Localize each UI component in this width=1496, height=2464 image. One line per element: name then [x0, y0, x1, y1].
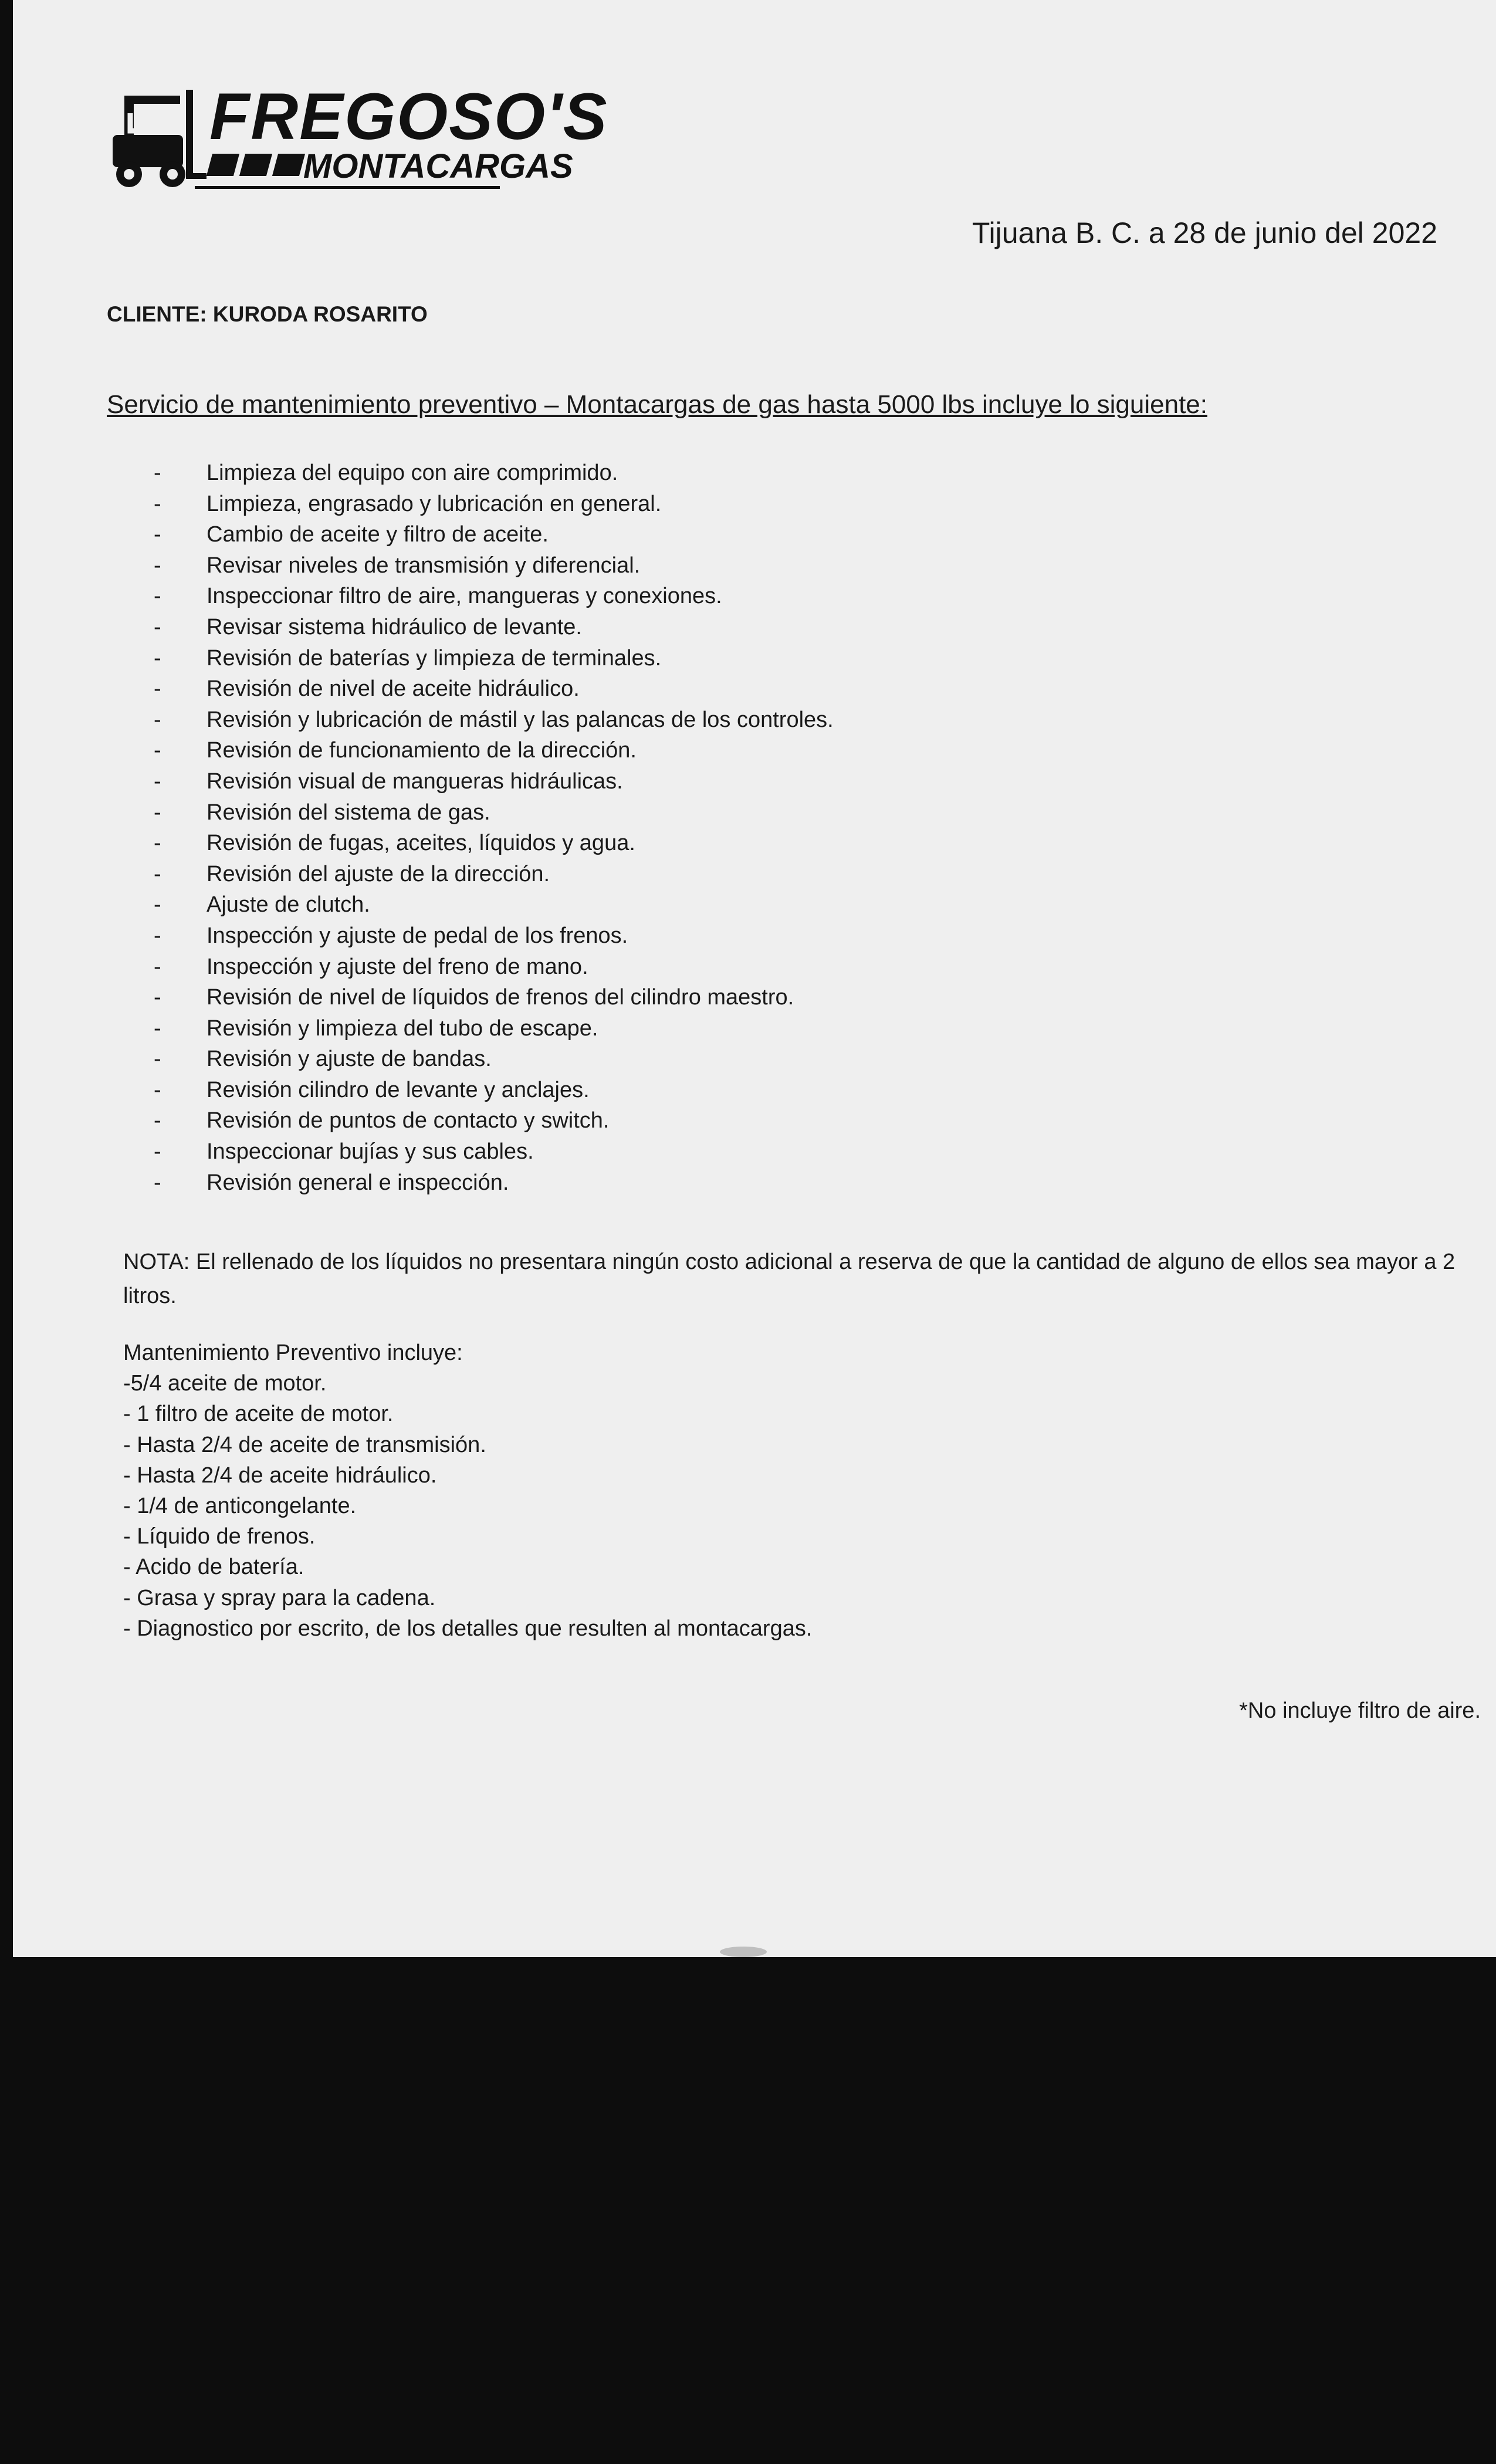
included-list: [123, 1338, 812, 1644]
list-item: - Revisión general e inspección.: [154, 1170, 509, 1195]
list-item: - Revisión de fugas, aceites, líquidos y agua.: [154, 831, 635, 856]
list-item: - 1 filtro de aceite de motor.: [123, 1402, 394, 1427]
client-line: CLIENTE: KURODA ROSARITO: [107, 302, 428, 326]
company-logo: [107, 79, 608, 197]
list-item: - Revisión de nivel de líquidos de frenos del cilindro maestro.: [154, 985, 794, 1010]
logo-bars: [209, 154, 308, 179]
service-list: [154, 458, 834, 1198]
list-item: - Grasa y spray para la cadena.: [123, 1585, 436, 1610]
list-item: - 1/4 de anticongelante.: [123, 1493, 357, 1518]
place-date: Tijuana B. C. a 28 de junio del 2022: [972, 216, 1437, 249]
scanned-page: [13, 0, 1496, 1957]
list-item: - Revisión del sistema de gas.: [154, 800, 490, 825]
list-item: - Revisión de puntos de contacto y switch.: [154, 1108, 610, 1133]
list-item: - Inspección y ajuste de pedal de los frenos.: [154, 923, 628, 948]
list-item: - Limpieza del equipo con aire comprimido.: [154, 461, 618, 485]
list-item: - Revisión de baterías y limpieza de terminales.: [154, 645, 662, 671]
list-item: - Acido de batería.: [123, 1555, 304, 1580]
note-paragraph: NOTA: El rellenado de los líquidos no presentara ningún costo adicional a reserva de que la cantidad de alguno de ellos sea mayor a 2 litros.: [123, 1250, 1456, 1308]
footnote: *No incluye filtro de aire.: [1239, 1698, 1481, 1723]
list-item: - Revisar niveles de transmisión y diferencial.: [154, 553, 641, 578]
list-item: - Revisar sistema hidráulico de levante.: [154, 614, 582, 639]
list-item: - Revisión del ajuste de la dirección.: [154, 861, 550, 886]
list-item: - Hasta 2/4 de aceite de transmisión.: [123, 1432, 486, 1457]
list-item: - Inspeccionar filtro de aire, mangueras y conexiones.: [154, 584, 722, 609]
list-item: - Inspección y ajuste del freno de mano.: [154, 954, 588, 979]
included-title: Mantenimiento Preventivo incluye:: [123, 1341, 463, 1365]
list-item: - Líquido de frenos.: [123, 1524, 316, 1549]
logo-subtitle: MONTACARGAS: [303, 147, 573, 185]
list-item: - Inspeccionar bujías y sus cables.: [154, 1139, 534, 1165]
scan-mark: [720, 1947, 767, 1957]
list-item: - Revisión y ajuste de bandas.: [154, 1047, 492, 1072]
list-item: - Limpieza, engrasado y lubricación en general.: [154, 491, 662, 516]
list-item: - Revisión de nivel de aceite hidráulico.: [154, 676, 580, 702]
list-item: - Revisión y limpieza del tubo de escape.: [154, 1016, 598, 1041]
logo-brand-name: FREGOSO'S: [209, 80, 608, 153]
list-item: - Revisión de funcionamiento de la dirección.: [154, 738, 637, 763]
list-item: - Revisión visual de mangueras hidráulicas.: [154, 769, 623, 794]
list-item: - Diagnostico por escrito, de los detalles que resulten al montacargas.: [123, 1616, 813, 1641]
list-item: -5/4 aceite de motor.: [123, 1371, 327, 1396]
list-item: - Hasta 2/4 de aceite hidráulico.: [123, 1463, 437, 1488]
list-item: - Revisión cilindro de levante y anclajes.: [154, 1077, 590, 1102]
forklift-icon: [107, 79, 207, 197]
section-title: Servicio de mantenimiento preventivo – Montacargas de gas hasta 5000 lbs incluye lo siguiente:: [107, 390, 1207, 419]
list-item: - Cambio de aceite y filtro de aceite.: [154, 522, 549, 547]
list-item: - Ajuste de clutch.: [154, 892, 370, 918]
logo-underline: [195, 186, 500, 189]
list-item: - Revisión y lubricación de mástil y las palancas de los controles.: [154, 707, 834, 732]
